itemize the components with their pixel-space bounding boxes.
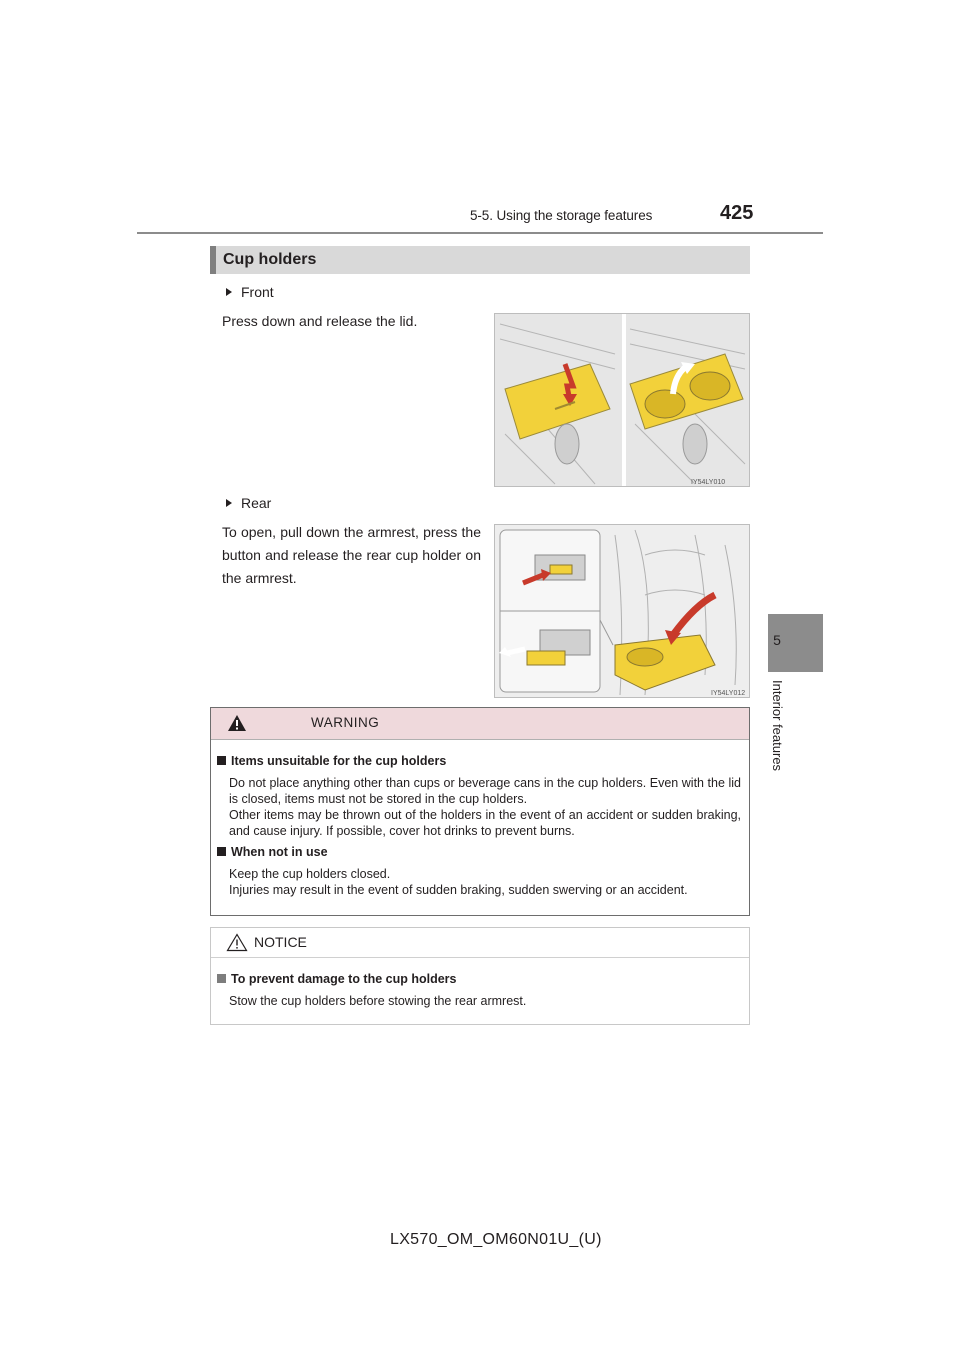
rear-cup-holder-drawing [495, 525, 750, 698]
front-subheading [226, 284, 274, 300]
notice-title: NOTICE [254, 934, 307, 950]
running-header-section: 5-5. Using the storage features [470, 208, 653, 223]
chapter-number: 5 [773, 632, 781, 648]
rear-cup-holder-illustration [494, 524, 750, 698]
header-rule [137, 232, 823, 234]
warning-item-text: Do not place anything other than cups or beverage cans in the cup holders. Even with the lid is closed, items must not be stored in the cup holders. Other items may be thrown out of the holders in the event of an accident or sudden braking, and cause injury. If possible, cover hot drinks to prevent burns. [229, 776, 741, 838]
front-cup-holder-illustration [494, 313, 750, 487]
front-label: Front [241, 284, 274, 300]
triangle-arrow-icon [226, 499, 232, 507]
rear-subheading [226, 495, 271, 511]
warning-item-text: Keep the cup holders closed. Injuries may result in the event of sudden braking, sudden swerving or an accident. [229, 867, 688, 897]
warning-triangle-icon [227, 714, 247, 732]
bullet-square-icon [217, 756, 226, 765]
triangle-arrow-icon [226, 288, 232, 296]
notice-triangle-icon [226, 933, 248, 952]
notice-item-text: Stow the cup holders before stowing the rear armrest. [229, 994, 527, 1008]
rear-label: Rear [241, 495, 272, 511]
notice-box [210, 927, 750, 1025]
notice-item-title: To prevent damage to the cup holders [217, 972, 457, 986]
front-cup-holder-drawing [495, 314, 750, 487]
front-figure-code: IY54LY010 [691, 479, 726, 486]
front-instruction: Press down and release the lid. [222, 313, 418, 329]
bullet-square-icon [217, 847, 226, 856]
footer-model-code: LX570_OM_OM60N01U_(U) [390, 1231, 602, 1248]
notice-header [211, 928, 749, 958]
bullet-square-icon [217, 974, 226, 983]
warning-item-title: Items unsuitable for the cup holders [217, 754, 446, 768]
section-title: Cup holders [223, 251, 317, 268]
rear-instruction: To open, pull down the armrest, press the button and release the rear cup holder on the armrest. [222, 524, 481, 586]
warning-box [210, 707, 750, 916]
chapter-title: Interior features [770, 680, 785, 772]
warning-title: WARNING [311, 715, 380, 730]
page-number: 425 [720, 202, 754, 224]
rear-figure-code: IY54LY012 [711, 690, 746, 697]
warning-item-title: When not in use [217, 845, 328, 859]
warning-header [211, 708, 749, 740]
